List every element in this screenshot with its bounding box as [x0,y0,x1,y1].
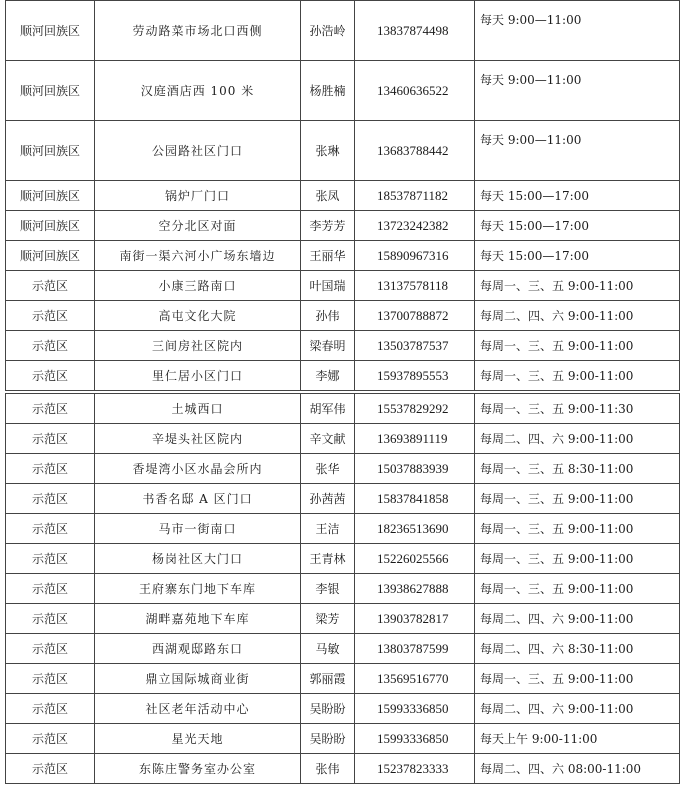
phone-cell: 13837874498 [355,1,475,61]
table-row [6,1,680,61]
location-cell: 王府寨东门地下车库 [95,574,301,604]
contact-person-cell: 梁春明 [301,331,355,361]
location-cell: 锅炉厂门口 [95,181,301,211]
district-cell: 顺河回族区 [6,121,95,181]
district-cell: 示范区 [6,574,95,604]
contact-person-cell: 杨胜楠 [301,61,355,121]
district-cell: 示范区 [6,754,95,784]
schedule-table-1 [5,0,680,391]
contact-person-cell: 王洁 [301,514,355,544]
table-row [6,271,680,301]
district-cell: 示范区 [6,484,95,514]
service-time-cell: 每天 9:00—11:00 [475,1,680,61]
phone-cell: 15037883939 [355,454,475,484]
table-row [6,694,680,724]
phone-cell: 13723242382 [355,211,475,241]
phone-cell: 15937895553 [355,361,475,391]
service-time-cell: 每周一、三、五 8:30-11:00 [475,454,680,484]
location-cell: 鼎立国际城商业街 [95,664,301,694]
district-cell: 示范区 [6,664,95,694]
table-row [6,514,680,544]
schedule-table-2 [5,393,680,784]
location-cell: 书香名邸 A 区门口 [95,484,301,514]
district-cell: 示范区 [6,271,95,301]
phone-cell: 13683788442 [355,121,475,181]
service-time-cell: 每周一、三、五 9:00-11:00 [475,514,680,544]
phone-cell: 15890967316 [355,241,475,271]
phone-cell: 13903782817 [355,604,475,634]
district-cell: 顺河回族区 [6,181,95,211]
phone-cell: 13503787537 [355,331,475,361]
table-row [6,361,680,391]
location-cell: 小康三路南口 [95,271,301,301]
location-cell: 土城西口 [95,394,301,424]
table-row [6,484,680,514]
location-cell: 汉庭酒店西 100 米 [95,61,301,121]
phone-cell: 15837841858 [355,484,475,514]
service-time-cell: 每天 15:00—17:00 [475,241,680,271]
location-cell: 社区老年活动中心 [95,694,301,724]
phone-cell: 18236513690 [355,514,475,544]
contact-person-cell: 王丽华 [301,241,355,271]
table-row [6,454,680,484]
service-time-cell: 每天 9:00—11:00 [475,121,680,181]
district-cell: 示范区 [6,544,95,574]
location-cell: 劳动路菜市场北口西侧 [95,1,301,61]
location-cell: 杨岗社区大门口 [95,544,301,574]
contact-person-cell: 李娜 [301,361,355,391]
contact-person-cell: 张伟 [301,754,355,784]
location-cell: 南街一渠六河小广场东墙边 [95,241,301,271]
service-time-cell: 每周二、四、六 9:00-11:00 [475,604,680,634]
phone-cell: 15993336850 [355,724,475,754]
service-time-cell: 每周二、四、六 9:00-11:00 [475,424,680,454]
service-time-cell: 每周一、三、五 9:00-11:00 [475,484,680,514]
service-time-cell: 每周一、三、五 9:00-11:00 [475,544,680,574]
service-time-cell: 每周二、四、六 9:00-11:00 [475,694,680,724]
phone-cell: 13938627888 [355,574,475,604]
service-time-cell: 每周一、三、五 9:00-11:00 [475,331,680,361]
district-cell: 示范区 [6,604,95,634]
service-time-cell: 每周二、四、六 08:00-11:00 [475,754,680,784]
table-row [6,241,680,271]
district-cell: 示范区 [6,514,95,544]
service-time-cell: 每周一、三、五 9:00-11:00 [475,574,680,604]
service-time-cell: 每周二、四、六 8:30-11:00 [475,634,680,664]
phone-cell: 13460636522 [355,61,475,121]
location-cell: 高屯文化大院 [95,301,301,331]
contact-person-cell: 辛文献 [301,424,355,454]
phone-cell: 15226025566 [355,544,475,574]
district-cell: 顺河回族区 [6,211,95,241]
contact-person-cell: 叶国瑞 [301,271,355,301]
service-time-cell: 每周一、三、五 9:00-11:00 [475,664,680,694]
phone-cell: 13693891119 [355,424,475,454]
district-cell: 示范区 [6,424,95,454]
location-cell: 星光天地 [95,724,301,754]
district-cell: 顺河回族区 [6,61,95,121]
location-cell: 里仁居小区门口 [95,361,301,391]
service-time-cell: 每周一、三、五 9:00-11:30 [475,394,680,424]
table-row [6,331,680,361]
contact-person-cell: 胡军伟 [301,394,355,424]
contact-person-cell: 马敏 [301,634,355,664]
table-row [6,634,680,664]
phone-cell: 15537829292 [355,394,475,424]
contact-person-cell: 孙伟 [301,301,355,331]
phone-cell: 13803787599 [355,634,475,664]
table-row [6,754,680,784]
table-row [6,544,680,574]
location-cell: 三间房社区院内 [95,331,301,361]
table-row [6,394,680,424]
contact-person-cell: 王青林 [301,544,355,574]
service-time-cell: 每周一、三、五 9:00-11:00 [475,271,680,301]
district-cell: 示范区 [6,694,95,724]
table-row [6,724,680,754]
location-cell: 空分北区对面 [95,211,301,241]
contact-person-cell: 李银 [301,574,355,604]
service-time-cell: 每天 15:00—17:00 [475,211,680,241]
table-row [6,574,680,604]
phone-cell: 18537871182 [355,181,475,211]
location-cell: 辛堤头社区院内 [95,424,301,454]
contact-person-cell: 李芳芳 [301,211,355,241]
contact-person-cell: 吴盼盼 [301,694,355,724]
contact-person-cell: 张琳 [301,121,355,181]
phone-cell: 13569516770 [355,664,475,694]
district-cell: 示范区 [6,724,95,754]
district-cell: 示范区 [6,331,95,361]
table-row [6,181,680,211]
location-cell: 湖畔嘉苑地下车库 [95,604,301,634]
contact-person-cell: 吴盼盼 [301,724,355,754]
phone-cell: 13700788872 [355,301,475,331]
district-cell: 示范区 [6,361,95,391]
district-cell: 顺河回族区 [6,1,95,61]
table-row [6,301,680,331]
table-row [6,211,680,241]
contact-person-cell: 郭丽霞 [301,664,355,694]
phone-cell: 15237823333 [355,754,475,784]
table-row [6,424,680,454]
contact-person-cell: 孙茜茜 [301,484,355,514]
service-time-cell: 每天 15:00—17:00 [475,181,680,211]
district-cell: 顺河回族区 [6,241,95,271]
service-time-cell: 每周二、四、六 9:00-11:00 [475,301,680,331]
location-cell: 马市一街南口 [95,514,301,544]
phone-cell: 13137578118 [355,271,475,301]
location-cell: 香堤湾小区水晶会所内 [95,454,301,484]
table-row [6,664,680,694]
district-cell: 示范区 [6,634,95,664]
phone-cell: 15993336850 [355,694,475,724]
contact-person-cell: 张凤 [301,181,355,211]
service-time-cell: 每周一、三、五 9:00-11:00 [475,361,680,391]
location-cell: 西湖观邸路东口 [95,634,301,664]
table-row [6,61,680,121]
service-time-cell: 每天上午 9:00-11:00 [475,724,680,754]
table-row [6,604,680,634]
location-cell: 东陈庄警务室办公室 [95,754,301,784]
contact-person-cell: 梁芳 [301,604,355,634]
district-cell: 示范区 [6,394,95,424]
contact-person-cell: 张华 [301,454,355,484]
district-cell: 示范区 [6,301,95,331]
location-cell: 公园路社区门口 [95,121,301,181]
service-time-cell: 每天 9:00—11:00 [475,61,680,121]
district-cell: 示范区 [6,454,95,484]
contact-person-cell: 孙浩岭 [301,1,355,61]
table-row [6,121,680,181]
